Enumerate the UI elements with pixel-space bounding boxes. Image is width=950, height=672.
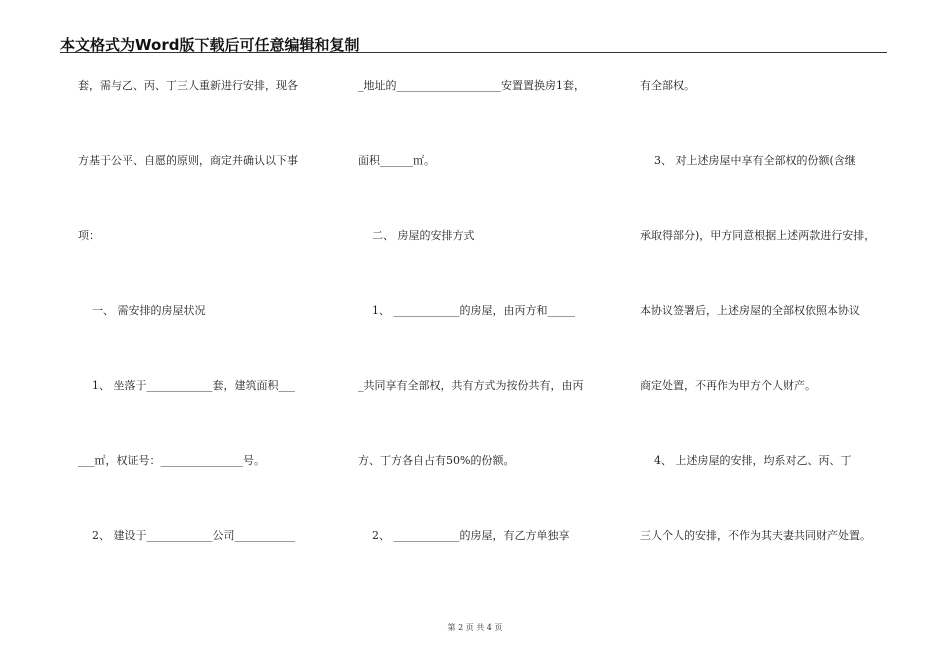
page-number-footer: 第 2 页 共 4 页: [447, 623, 503, 632]
text-line: 本协议签署后，上述房屋的全部权依照本协议: [640, 304, 860, 317]
text-line: _地址的___________________安置置换房1套，: [358, 79, 585, 92]
text-line: 商定处置，不再作为甲方个人财产。: [640, 379, 816, 392]
text-line: ___㎡，权证号：_______________号。: [78, 454, 265, 467]
text-line: 项：: [78, 229, 100, 242]
text-line: _共同享有全部权，共有方式为按份共有，由丙: [358, 379, 584, 392]
text-line: 三人个人的安排，不作为其夫妻共同财产处置。: [640, 529, 871, 542]
text-line: 套，需与乙、丙、丁三人重新进行安排，现各: [78, 79, 298, 92]
text-column-2: [358, 0, 608, 672]
section-heading: 二、 房屋的安排方式: [358, 229, 475, 242]
section-heading: 一、 需安排的房屋状况: [78, 304, 206, 317]
text-line: 4、 上述房屋的安排，均系对乙、丙、丁: [640, 454, 852, 467]
text-line: 面积______㎡。: [358, 154, 435, 167]
text-line: 2、 建设于____________公司___________: [78, 529, 295, 542]
text-line: 2、 ____________的房屋，有乙方单独享: [358, 529, 570, 542]
text-line: 承取得部分)，甲方同意根据上述两款进行安排，: [640, 229, 876, 242]
text-column-3: [640, 0, 892, 672]
document-header-title: 本文格式为Word版下载后可任意编辑和复制: [60, 36, 360, 54]
text-column-1: [78, 0, 323, 672]
text-line: 方基于公平、自愿的原则，商定并确认以下事: [78, 154, 298, 167]
text-line: 3、 对上述房屋中享有全部权的份额(含继: [640, 154, 856, 167]
text-line: 1、 坐落于____________套，建筑面积___: [78, 379, 295, 392]
text-line: 1、 ____________的房屋，由丙方和_____: [358, 304, 575, 317]
text-line: 方、丁方各自占有50%的份额。: [358, 454, 515, 467]
text-line: 有全部权。: [640, 79, 695, 92]
